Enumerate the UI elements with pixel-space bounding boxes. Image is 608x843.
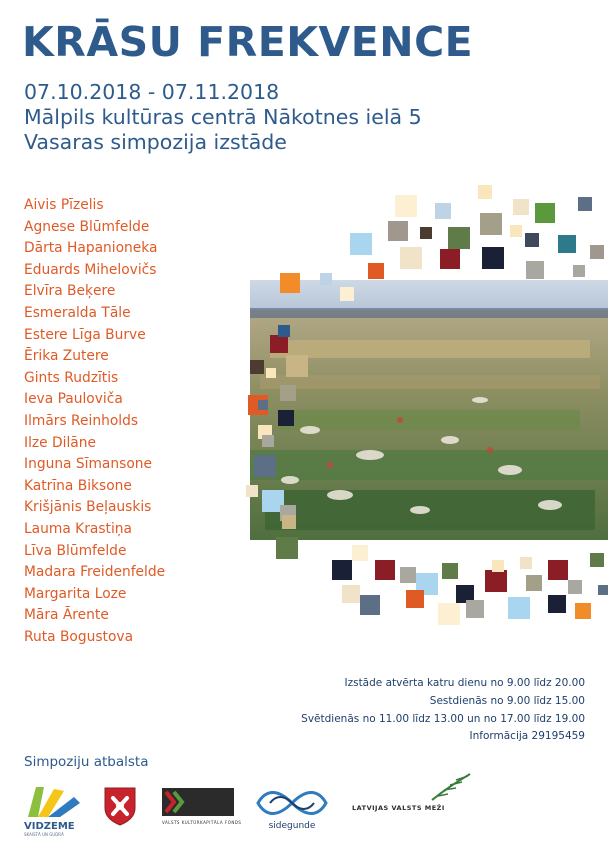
artist-name: Inguna Sīmansone	[24, 456, 152, 473]
vkkf-logo-text: VALSTS KULTŪRKAPITĀLA FONDS	[162, 820, 242, 825]
lvm-tree-icon	[352, 772, 472, 802]
artist-name: Eduards Mihelovičs	[24, 261, 157, 278]
hours-weekdays: Izstāde atvērta katru dienu no 9.00 līdz 20.00	[344, 677, 585, 689]
artist-name: Katrīna Biksone	[24, 477, 132, 494]
artist-name: Māra Ārente	[24, 607, 109, 624]
contact-info: Informācija 29195459	[469, 730, 585, 743]
vidzeme-logo-text: VIDZEME	[24, 821, 75, 832]
exhibition-subtitle: Vasaras simpozija izstāde	[24, 130, 287, 154]
hours-sunday: Svētdienās no 11.00 līdz 13.00 un no 17.00 līdz 19.00	[301, 712, 585, 725]
vkkf-emblem-icon	[162, 788, 234, 816]
artist-name: Lauma Krastiņa	[24, 520, 132, 537]
hours-saturday: Sestdienās no 9.00 līdz 15.00	[429, 694, 585, 707]
artist-name: Aivis Pīzelis	[24, 197, 104, 213]
poster-title: KRĀSU FREKVENCE	[22, 18, 474, 66]
mosaic-squares	[230, 185, 608, 625]
sidegunde-logo	[252, 787, 332, 831]
artist-name: Margarita Loze	[24, 585, 127, 602]
vidzeme-logo-subtext: SKAISTĀ UN GUDRĀ	[24, 832, 64, 837]
sidegunde-logo-text: sidegunde	[268, 821, 316, 831]
vidzeme-logo	[24, 783, 84, 837]
sidegunde-emblem-icon	[252, 787, 332, 819]
artist-name: Estere Līga Burve	[24, 326, 146, 343]
vkkf-logo	[162, 788, 241, 825]
vidzeme-emblem-icon	[24, 783, 84, 819]
artist-name: Ērika Zutere	[24, 348, 109, 365]
opening-hours	[301, 675, 585, 746]
artist-name: Madara Freidenfelde	[24, 564, 166, 581]
artist-name: Ruta Bogustova	[24, 628, 134, 645]
artist-name: Ieva Pauloviča	[24, 391, 123, 408]
artist-name: Līva Blūmfelde	[24, 542, 127, 559]
artist-name: Ilze Dilāne	[24, 434, 96, 451]
artist-name: Elvīra Beķere	[24, 283, 116, 300]
artist-list	[24, 195, 165, 648]
artist-name: Krišjānis Beļauskis	[24, 499, 152, 516]
supporters-label: Simpoziju atbalsta	[24, 754, 149, 770]
artist-name: Dārta Hapanioneka	[24, 240, 158, 257]
artist-name: Esmeralda Tāle	[24, 304, 131, 321]
coat-of-arms-icon	[103, 786, 137, 826]
artist-name: Gints Rudzītis	[24, 369, 119, 386]
exhibition-dates: 07.10.2018 - 07.11.2018	[24, 80, 280, 104]
lvm-logo-text: LATVIJAS VALSTS MEŽI	[352, 804, 445, 812]
artist-name: Agnese Blūmfelde	[24, 218, 150, 235]
coat-of-arms-logo	[103, 786, 137, 830]
artist-name: Ilmārs Reinholds	[24, 412, 139, 429]
lvm-logo	[352, 772, 472, 812]
exhibition-venue: Mālpils kultūras centrā Nākotnes ielā 5	[24, 105, 422, 129]
